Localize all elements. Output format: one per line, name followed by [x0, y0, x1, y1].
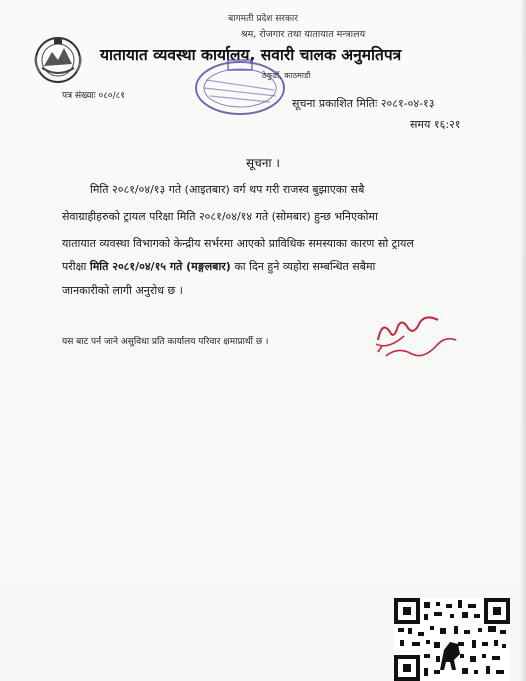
notice-text: का दिन हुने व्यहोरा सम्बन्धित सबैमा — [230, 260, 376, 273]
notice-highlight-date: मिति २०८१/०४/१५ गते (मङ्गलबार) — [89, 260, 231, 273]
ministry-name: श्रम, रोजगार तथा यातायात मन्त्रालय — [240, 29, 366, 40]
notice-line — [62, 209, 378, 224]
signature-icon — [368, 306, 464, 366]
notice-text: मिति २०८१/०४/१३ गते (आइतबार) वर्ग थप गरी राजस्व बुझाएका सबै — [90, 183, 365, 196]
publication-time-label: समय — [410, 118, 431, 131]
notice-text: परीक्षा — [62, 260, 90, 273]
publication-time — [410, 117, 461, 132]
province-name: बागमती प्रदेश सरकार — [228, 14, 298, 24]
letter-ref-label: पत्र संख्याः — [62, 91, 96, 101]
notice-title: सूचना । — [246, 156, 280, 170]
notice-text: यातायात व्यवस्था विभागको केन्द्रीय सर्भरमा आएको प्राविधिक समस्याका कारण सो ट्रायल — [62, 237, 414, 250]
closing-apology: यस बाट पर्न जाने असुविधा प्रति कार्यालय परिवार क्षमाप्रार्थी छ । — [62, 337, 269, 347]
office-title: यातायात व्यवस्था कार्यालय, सवारी चालक अनुमतिपत्र — [100, 46, 402, 64]
nepal-emblem-icon — [30, 34, 86, 86]
notice-text: सेवाग्राहीहरुको ट्रायल परिक्षा मिति २०८१/०४/१४ गते (सोमबार) हुन्छ भनिएकोमा — [62, 210, 378, 223]
office-stamp-icon — [192, 54, 288, 118]
notice-line — [62, 236, 414, 251]
publication-date-label: सूचना प्रकाशित मितिः — [292, 97, 378, 110]
notice-line — [90, 182, 364, 197]
qr-code-icon — [394, 598, 510, 681]
notice-line — [62, 259, 375, 274]
publication-date-value: २०८१-०४-१३ — [380, 97, 435, 110]
publication-time-value: १६:२१ — [433, 118, 461, 131]
office-location: ठेकुडाँ, काठमाडौं — [262, 71, 311, 80]
notice-line — [62, 283, 183, 298]
publication-date — [292, 96, 435, 111]
page-edge-shadow — [520, 0, 526, 681]
notice-text: जानकारीको लागी अनुरोध छ । — [62, 284, 183, 297]
letter-reference — [62, 88, 125, 101]
letter-ref-value: ०८०/८१ — [98, 91, 125, 101]
